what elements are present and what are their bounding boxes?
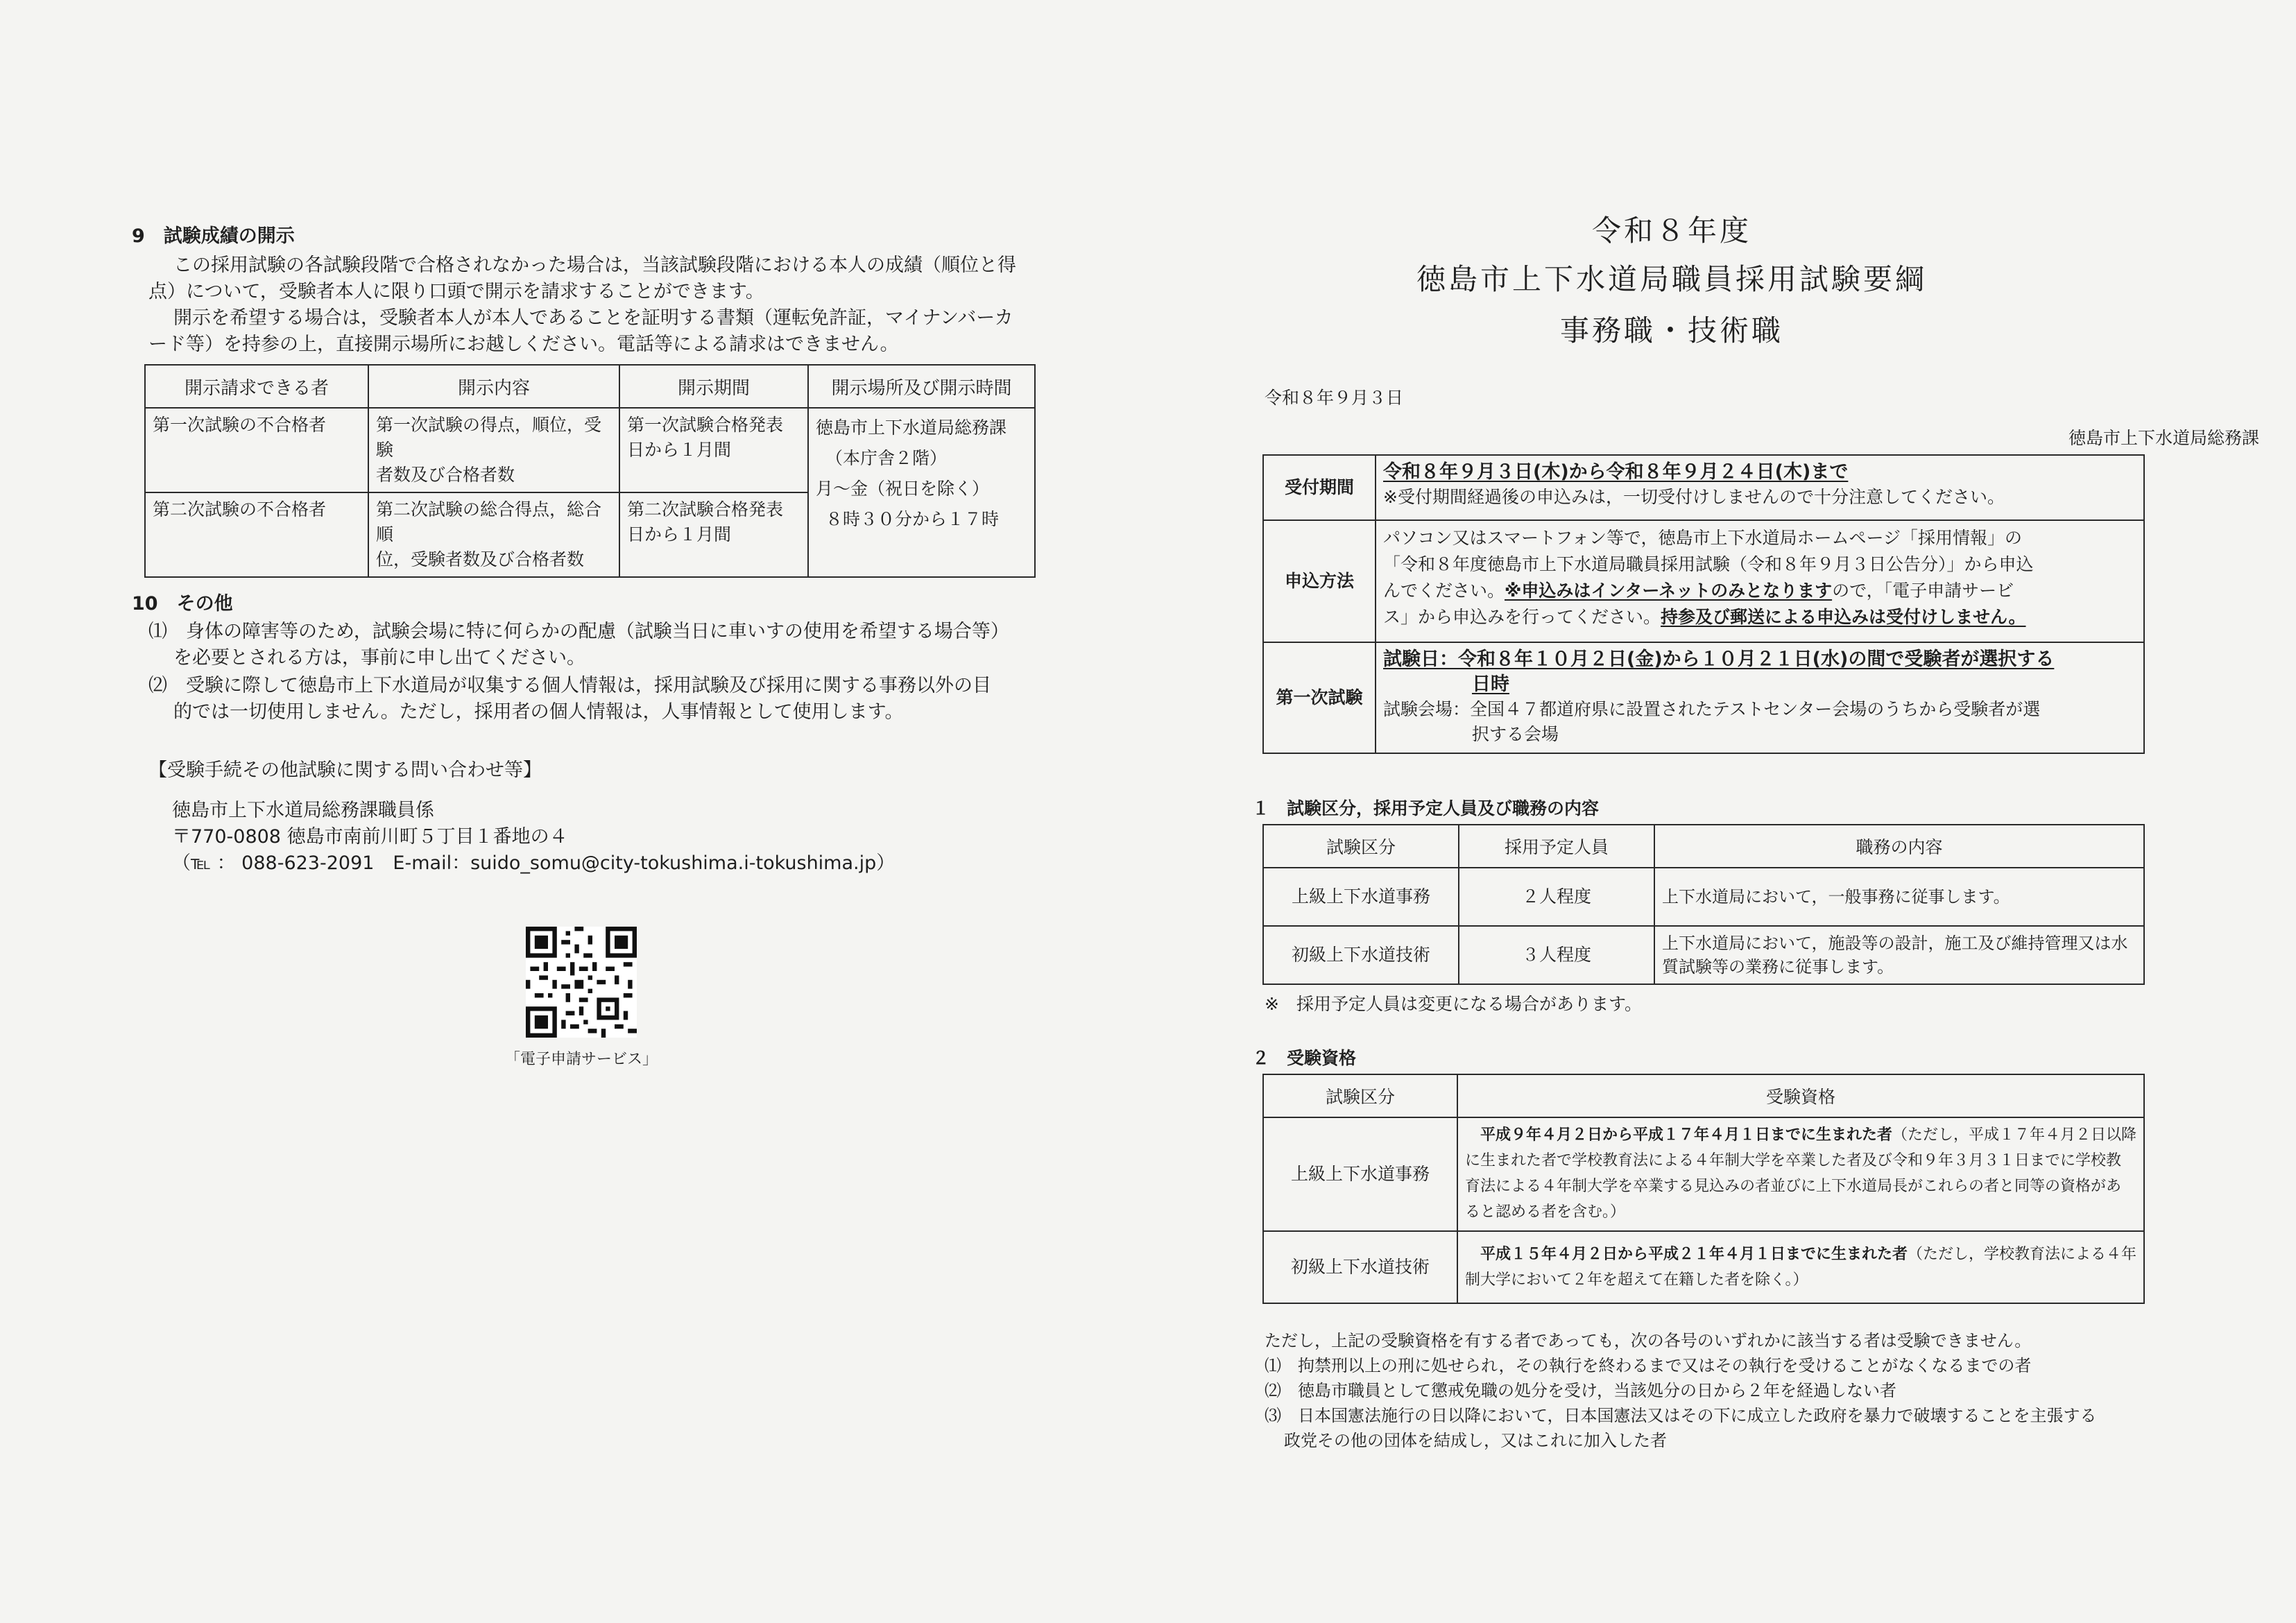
summary-label: 第一次試験 bbox=[1263, 642, 1376, 753]
exam-date: 日時 bbox=[1472, 673, 1509, 695]
table-cell bbox=[619, 408, 808, 492]
summary-cell bbox=[1376, 520, 2144, 642]
cell-line bbox=[1465, 1242, 2136, 1267]
cell-line: 第一次試験合格発表 bbox=[627, 415, 784, 435]
exam-venue: 択する会場 bbox=[1472, 724, 1559, 744]
table-cell: 初級上下水道技術 bbox=[1263, 926, 1459, 984]
cell-line: に生まれた者で学校教育法による４年制大学を卒業した者及び令和９年３月３１日までに学校教 bbox=[1464, 1152, 2121, 1169]
section-10-text: を必要とされる方は，事前に申し出てください。 bbox=[173, 647, 585, 669]
summary-label: 受付期間 bbox=[1263, 455, 1376, 520]
table-cell bbox=[368, 408, 619, 492]
table-header: 開示場所及び開示時間 bbox=[808, 365, 1035, 408]
cell-line: 第一次試験の得点，順位，受験 bbox=[376, 415, 602, 460]
table-cell: 上級上下水道事務 bbox=[1263, 1117, 1457, 1231]
table-cell: ３人程度 bbox=[1459, 926, 1654, 984]
section-10-heading: 10 その他 bbox=[132, 593, 233, 615]
table-cell bbox=[619, 492, 808, 577]
table-cell bbox=[1457, 1117, 2144, 1231]
cell-line: 徳島市上下水道局総務課 bbox=[816, 418, 1007, 438]
cell-line: 制大学において２年を超えて在籍した者を除く。） bbox=[1464, 1271, 1808, 1289]
table-header: 開示請求できる者 bbox=[145, 365, 368, 408]
section-1-note: ※ 採用予定人員は変更になる場合があります。 bbox=[1265, 994, 1642, 1014]
table-cell bbox=[368, 492, 619, 577]
cell-line bbox=[1465, 1122, 2136, 1148]
method-line: パソコン又はスマートフォン等で，徳島市上下水道局ホームページ「採用情報」の bbox=[1383, 528, 2023, 548]
summary-cell bbox=[1376, 642, 2144, 753]
cell-line: 上下水道局において，施設等の設計，施工及び維持管理又は水 bbox=[1662, 934, 2128, 953]
table-header: 受験資格 bbox=[1457, 1074, 2144, 1117]
table-cell: 第二次試験の不合格者 bbox=[145, 492, 368, 577]
section-10-text: ⑴ 身体の障害等のため，試験会場に特に何らかの配慮（試験当日に車いすの使用を希望する場合等） bbox=[148, 621, 1009, 642]
cell-line: 育法による４年制大学を卒業する見込みの者並びに上下水道局長がこれらの者と同等の資格があ bbox=[1464, 1178, 2121, 1195]
table-cell bbox=[808, 408, 1035, 577]
eligibility-text: （ただし，平成１７年４月２日以降 bbox=[1892, 1126, 2136, 1144]
doc-subtitle: 事務職・技術職 bbox=[1559, 314, 1783, 347]
cell-line: 第二次試験の総合得点，総合順 bbox=[376, 499, 602, 544]
doc-date: 令和８年９月３日 bbox=[1265, 388, 1404, 408]
table-cell: 第一次試験の不合格者 bbox=[145, 408, 368, 492]
eligibility-range: 平成９年４月２日から平成１７年４月１日までに生まれた者 bbox=[1480, 1126, 1892, 1144]
contact-heading: 【受験手続その他試験に関する問い合わせ等】 bbox=[148, 759, 542, 781]
cell-line: （本庁舎２階） bbox=[825, 448, 948, 468]
contact-office: 徳島市上下水道局総務課職員係 bbox=[172, 800, 434, 821]
method-text: ので，「電子申請サービ bbox=[1832, 581, 2014, 601]
method-line bbox=[1383, 578, 2136, 604]
doc-title: 徳島市上下水道局職員採用試験要綱 bbox=[1416, 262, 1927, 296]
period-text: 令和８年９月３日(木)から令和８年９月２４日(木)まで bbox=[1383, 461, 1849, 483]
cell-line: 日から１月間 bbox=[627, 524, 732, 544]
section-10-text: 的では一切使用しません。ただし，採用者の個人情報は，人事情報として使用します。 bbox=[173, 701, 904, 723]
table-cell bbox=[1654, 926, 2144, 984]
table-header: 採用予定人員 bbox=[1459, 825, 1654, 868]
exception-item: ⑵ 徳島市職員として懲戒免職の処分を受け，当該処分の日から２年を経過しない者 bbox=[1265, 1381, 1897, 1400]
table-cell bbox=[1457, 1231, 2144, 1303]
table-header: 試験区分 bbox=[1263, 825, 1459, 868]
exception-item: ⑶ 日本国憲法施行の日以降において，日本国憲法又はその下に成立した政府を暴力で破壊することを主張する bbox=[1265, 1406, 2097, 1425]
section-9-text: ード等）を持参の上，直接開示場所にお越しください。電話等による請求はできません。 bbox=[148, 334, 899, 355]
table-header: 開示期間 bbox=[619, 365, 808, 408]
method-line bbox=[1383, 604, 2136, 630]
section-9-heading: 9 試験成績の開示 bbox=[132, 225, 295, 247]
contact-address: 〒770-0808 徳島市南前川町５丁目１番地の４ bbox=[172, 826, 568, 848]
section-10-text: ⑵ 受験に際して徳島市上下水道局が収集する個人情報は，採用試験及び採用に関する事務以外の目 bbox=[148, 675, 991, 696]
method-emphasis: ※申込みはインターネットのみとなります bbox=[1505, 581, 1833, 601]
eligibility-exception: ただし，上記の受験資格を有する者であっても，次の各号のいずれかに該当する者は受験できません。 bbox=[1265, 1331, 2032, 1350]
table-header: 職務の内容 bbox=[1654, 825, 2144, 868]
cell-line: 日から１月間 bbox=[627, 440, 732, 460]
section-9-text: 点）について，受験者本人に限り口頭で開示を請求することができます。 bbox=[148, 281, 764, 302]
qr-caption: 「電子申請サービス」 bbox=[505, 1051, 658, 1068]
cell-line: 第二次試験合格発表 bbox=[627, 499, 784, 519]
table-header: 開示内容 bbox=[368, 365, 619, 408]
table-cell: ２人程度 bbox=[1459, 868, 1654, 926]
table-header: 試験区分 bbox=[1263, 1074, 1457, 1117]
table-cell: 初級上下水道技術 bbox=[1263, 1231, 1457, 1303]
contact-tel: （℡ ： 088-623-2091 E-mail：suido_somu@city-tokushima.i-tokushima.jp） bbox=[172, 852, 896, 874]
cell-line: 質試験等の業務に従事します。 bbox=[1662, 957, 1894, 977]
section-9-text: 開示を希望する場合は，受験者本人が本人であることを証明する書類（運転免許証，マイナンバーカ bbox=[173, 307, 1013, 329]
cell-line: 者数及び合格者数 bbox=[376, 465, 515, 485]
method-text: んでください。 bbox=[1383, 581, 1505, 601]
summary-table bbox=[1262, 454, 2145, 754]
exception-item: ⑴ 拘禁刑以上の刑に処せられ，その執行を終わるまで又はその執行を受けることがなくなるまでの者 bbox=[1265, 1356, 2032, 1375]
cell-line: ると認める者を含む。） bbox=[1464, 1203, 1625, 1221]
table-cell: 上級上下水道事務 bbox=[1263, 868, 1459, 926]
doc-title-year: 令和８年度 bbox=[1591, 214, 1751, 248]
summary-label: 申込方法 bbox=[1263, 520, 1376, 642]
cell-line: ８時３０分から１７時 bbox=[825, 509, 1000, 529]
period-note: ※受付期間経過後の申込みは，一切受付けしませんので十分注意してください。 bbox=[1383, 487, 2005, 507]
cell-line: 位，受験者数及び合格者数 bbox=[376, 549, 585, 569]
eligibility-text: （ただし，学校教育法による４年 bbox=[1907, 1246, 2136, 1263]
table-cell: 上下水道局において，一般事務に従事します。 bbox=[1654, 868, 2144, 926]
method-emphasis: 持参及び郵送による申込みは受付けしません。 bbox=[1661, 607, 2026, 627]
section-2-heading: ２ 受験資格 bbox=[1252, 1048, 1357, 1068]
doc-issuer: 徳島市上下水道局総務課 bbox=[2068, 428, 2259, 448]
qr-code-icon[interactable] bbox=[526, 927, 637, 1038]
section-1-heading: １ 試験区分，採用予定人員及び職務の内容 bbox=[1252, 798, 1600, 818]
exam-venue: 試験会場：全国４７都道府県に設置されたテストセンター会場のうちから受験者が選 bbox=[1383, 699, 2041, 719]
eligibility-range: 平成１５年４月２日から平成２１年４月１日までに生まれた者 bbox=[1480, 1246, 1908, 1263]
exam-date: 試験日：令和８年１０月２日(金)から１０月２１日(水)の間で受験者が選択する bbox=[1383, 649, 2055, 670]
eligibility-table bbox=[1262, 1074, 2145, 1304]
right-page bbox=[1148, 0, 2296, 1623]
summary-cell bbox=[1376, 455, 2144, 520]
exception-item: 政党その他の団体を結成し，又はこれに加入した者 bbox=[1284, 1431, 1667, 1450]
method-line: 「令和８年度徳島市上下水道局職員採用試験（令和８年９月３日公告分）」から申込 bbox=[1383, 554, 2034, 574]
disclosure-table bbox=[144, 364, 1036, 578]
method-text: ス」から申込みを行ってください。 bbox=[1383, 607, 1661, 627]
section-9-text: この採用試験の各試験段階で合格されなかった場合は，当該試験段階における本人の成績（順位と得 bbox=[173, 255, 1016, 276]
positions-table bbox=[1262, 824, 2145, 985]
cell-line: 月～金（祝日を除く） bbox=[816, 479, 990, 499]
